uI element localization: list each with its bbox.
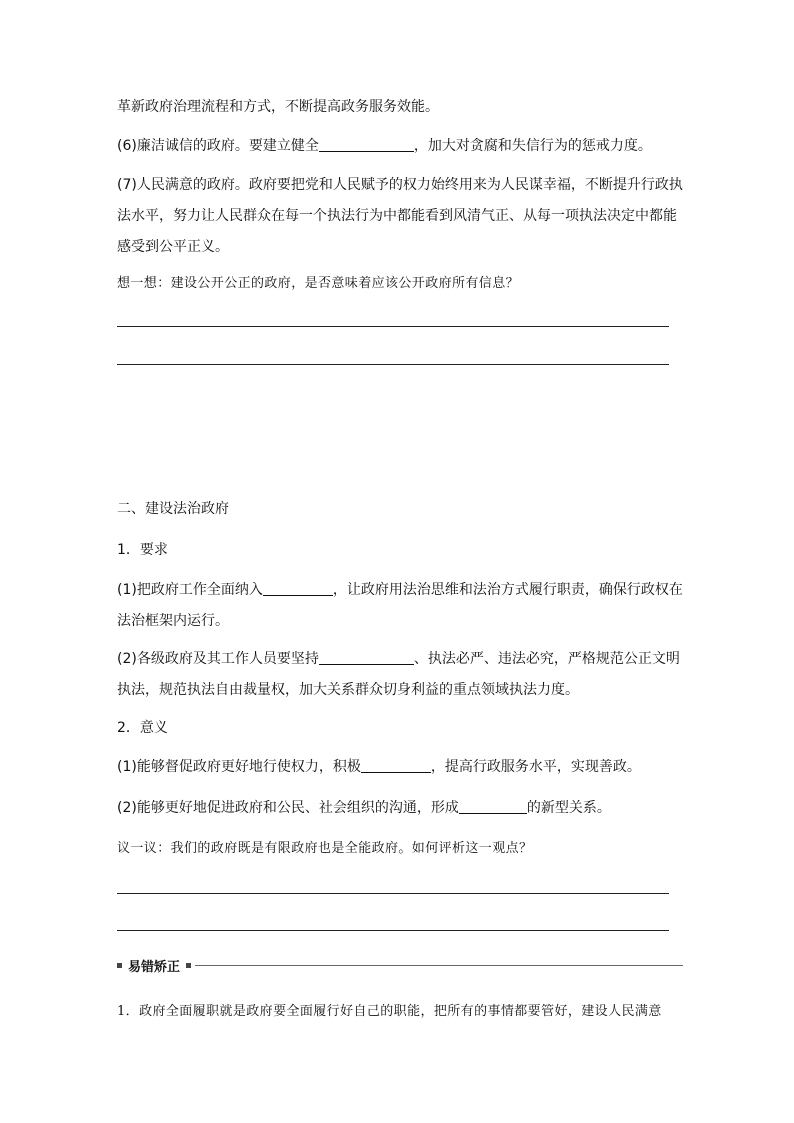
fill-blank-meaning-1[interactable] (361, 756, 431, 773)
requirement-1-text-b: ，让政府用法治思维和法治方式履行职责，确保行政权在法治框架内运行。 (117, 582, 683, 629)
discuss-prompt: 议一议：我们的政府既是有限政府也是全能政府。如何评析这一观点？ (117, 841, 533, 856)
requirement-title: 1．要求 (117, 542, 168, 558)
error-correction-title: 易错矫正 (128, 959, 181, 975)
answer-line-3[interactable] (117, 893, 669, 894)
meaning-2-paragraph (117, 793, 683, 824)
intro-text: 革新政府治理流程和方式，不断提高政务服务效能。 (117, 99, 439, 115)
header-divider (195, 965, 683, 966)
fill-blank-6[interactable] (319, 135, 414, 152)
fill-blank-meaning-2[interactable] (459, 797, 527, 814)
requirement-1-text-a: (1)把政府工作全面纳入 (117, 582, 263, 598)
meaning-1-paragraph (117, 752, 683, 783)
requirement-1-paragraph (117, 575, 683, 637)
think-prompt: 想一想：建设公开公正的政府，是否意味着应该公开政府所有信息？ (117, 276, 520, 291)
item-6-text-a: (6)廉洁诚信的政府。要建立健全 (117, 138, 319, 154)
answer-line-1[interactable] (117, 326, 669, 327)
answer-line-2[interactable] (117, 364, 669, 365)
error-correction-header (117, 956, 683, 974)
intro-paragraph (117, 92, 683, 123)
meaning-title: 2．意义 (117, 720, 168, 736)
meaning-2-text-a: (2)能够更好地促进政府和公民、社会组织的沟通，形成 (117, 800, 459, 816)
meaning-2-text-b: 的新型关系。 (526, 800, 611, 816)
item-6-text-b: ，加大对贪腐和失信行为的惩戒力度。 (413, 138, 652, 154)
item-6-paragraph (117, 131, 683, 162)
square-bullet-icon (186, 963, 191, 968)
section-2-title: 二、建设法治政府 (117, 501, 229, 517)
square-bullet-icon (117, 963, 122, 968)
requirement-2-text-a: (2)各级政府及其工作人员要坚持 (117, 651, 319, 667)
answer-line-4[interactable] (117, 930, 669, 931)
requirement-2-paragraph (117, 644, 683, 706)
requirement-2-text-b: 、执法必严、违法必究，严格规范公正文明执法，规范执法自由裁量权，加大关系群众切身利益的重点领域执法力度。 (117, 651, 680, 698)
error-item-1: 1．政府全面履职就是政府要全面履行好自己的职能，把所有的事情都要管好，建设人民满意 (117, 1004, 662, 1019)
fill-blank-req-1[interactable] (263, 579, 333, 596)
fill-blank-req-2[interactable] (319, 648, 414, 665)
meaning-1-text-b: ，提高行政服务水平，实现善政。 (430, 759, 641, 775)
meaning-1-text-a: (1)能够督促政府更好地行使权力，积极 (117, 759, 361, 775)
item-7-paragraph: (7)人民满意的政府。政府要把党和人民赋予的权力始终用来为人民谋幸福，不断提升行政执法水平，努力让人民群众在每一个执法行为中都能看到风清气正、从每一项执法决定中都能感受到公平正义。 (117, 177, 683, 255)
